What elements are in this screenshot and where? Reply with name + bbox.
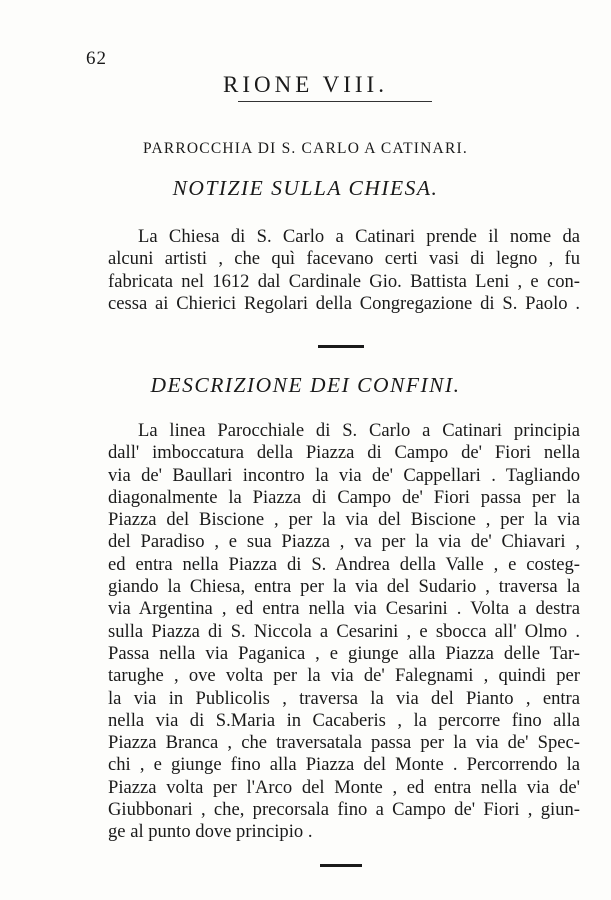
text-line: Piazza Branca , che traversatala passa per la via de' Spec- (108, 732, 580, 754)
page-number: 62 (86, 48, 107, 69)
chapter-title: RIONE VIII. (223, 72, 388, 97)
text-line: La Chiesa di S. Carlo a Catinari prende il nome da (138, 226, 580, 247)
section-divider (318, 345, 364, 348)
text-line: tarughe , ove volta per la via de' Falegnami , quindi per (108, 665, 580, 687)
paragraph-boundaries (108, 420, 580, 844)
text-line: nella via di S.Maria in Cacaberis , la percorre fino alla (108, 709, 580, 731)
parish-title: PARROCCHIA DI S. CARLO A CATINARI. (143, 140, 468, 157)
text-line: Piazza del Biscione , per la via del Biscione , per la via (108, 509, 580, 531)
end-divider (320, 864, 362, 867)
text-line: alcuni artisti , che quì facevano certi vasi di legno , fu (108, 248, 580, 270)
text-line: chi , e giunge fino alla Piazza del Monte . Percorrendo la (108, 754, 580, 776)
text-line: La linea Parocchiale di S. Carlo a Catinari principia (138, 420, 580, 441)
text-line: sulla Piazza di S. Niccola a Cesarini , e sbocca all' Olmo . (108, 620, 580, 642)
text-line: via Argentina , ed entra nella via Cesarini . Volta a destra (108, 598, 580, 620)
text-line: fabricata nel 1612 dal Cardinale Gio. Battista Leni , e con- (108, 270, 580, 292)
text-line: diagonalmente la Piazza di Campo de' Fiori passa per la (108, 486, 580, 508)
text-line: Giubbonari , che, precorsala fino a Campo de' Fiori , giun- (108, 799, 580, 821)
text-line: Piazza volta per l'Arco del Monte , ed entra nella via de' (108, 776, 580, 798)
text-line: via de' Baullari incontro la via de' Cappellari . Tagliando (108, 464, 580, 486)
text-line: Passa nella via Paganica , e giunge alla Piazza delle Tar- (108, 642, 580, 664)
text-line: del Paradiso , e sua Piazza , va per la via de' Chiavari , (108, 531, 580, 553)
text-line: ed entra nella Piazza di S. Andrea della Valle , e costeg- (108, 553, 580, 575)
text-line: giando la Chiesa, entra per la via del Sudario , traversa la (108, 576, 580, 598)
section-heading-boundaries: DESCRIZIONE DEI CONFINI. (150, 373, 461, 397)
text-line: dall' imboccatura della Piazza di Campo de' Fiori nella (108, 442, 580, 464)
text-line: cessa ai Chierici Regolari della Congregazione di S. Paolo . (108, 292, 580, 314)
text-line: la via in Publicolis , traversa la via del Pianto , entra (108, 687, 580, 709)
section-heading-church-notes: NOTIZIE SULLA CHIESA. (172, 176, 439, 200)
text-line: ge al punto dove principio . (108, 821, 313, 843)
paragraph-church-notes (108, 226, 580, 315)
chapter-title-rule (238, 101, 432, 102)
